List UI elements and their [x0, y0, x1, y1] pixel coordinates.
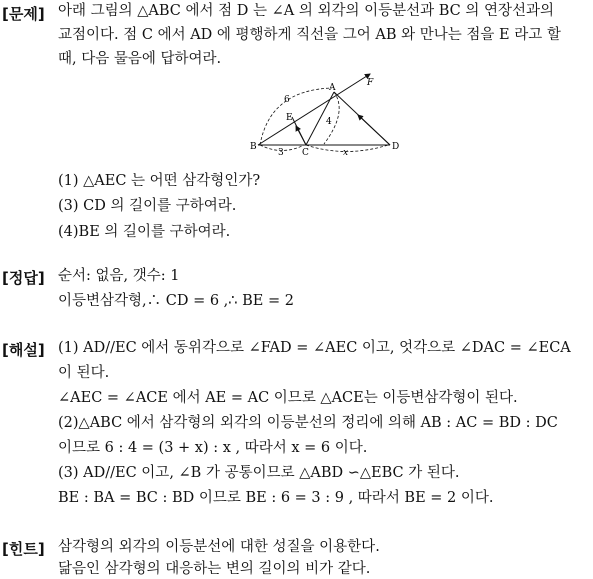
length-ab: 6: [284, 95, 290, 105]
label-b: B: [250, 142, 257, 152]
problem-line-1: 아래 그림의 △ABC 에서 점 D 는 ∠A 의 외각의 이등분선과 BC 의 연장선과의: [58, 3, 554, 19]
solution-line-2: 이 된다.: [58, 365, 110, 381]
length-ac: 4: [326, 117, 332, 127]
answer-line-2: 이등변삼각형,∴ CD = 6 ,∴ BE = 2: [58, 293, 294, 309]
label-d: D: [392, 142, 400, 152]
question-1: (1) △AEC 는 어떤 삼각형인가?: [58, 173, 261, 189]
question-3: (3) CD 의 길이를 구하여라.: [58, 198, 237, 214]
solution-line-5: 이므로 6 : 4 = (3 + x) : x , 따라서 x = 6 이다.: [58, 440, 368, 456]
answer-line-1: 순서: 없음, 갯수: 1: [58, 268, 180, 284]
hint-line-2: 닮음인 삼각형의 대응하는 변의 길이의 비가 같다.: [58, 561, 371, 577]
problem-section: [0, 0, 593, 245]
answer-section: [0, 266, 593, 316]
answer-tag: [정답]: [2, 269, 45, 287]
arrow-da: [358, 115, 390, 145]
arrow-ce: [296, 126, 306, 145]
problem-tag: [문제]: [2, 5, 45, 23]
solution-line-6: (3) AD//EC 이고, ∠B 가 공통이므로 △ABD ∽△EBC 가 된다.: [58, 465, 460, 481]
hint-section: [0, 537, 593, 579]
triangle-figure: [250, 72, 410, 162]
length-cd: x: [343, 148, 349, 158]
solution-tag: [해설]: [2, 341, 45, 359]
solution-line-7: BE : BA = BC : BD 이므로 BE : 6 = 3 : 9 , 따라서 BE = 2 이다.: [58, 490, 494, 506]
label-f: F: [367, 78, 374, 88]
question-4: (4)BE 의 길이를 구하여라.: [58, 224, 231, 240]
hint-tag: [힌트]: [2, 540, 45, 558]
label-c: C: [302, 148, 309, 158]
solution-line-3: ∠AEC = ∠ACE 에서 AE = AC 이므로 △ACE는 이등변삼각형이 된다.: [58, 390, 518, 406]
length-bc: 3: [278, 148, 284, 158]
hint-line-1: 삼각형의 외각의 이등분선에 대한 성질을 이용한다.: [58, 539, 380, 555]
solution-line-4: (2)△ABC 에서 삼각형의 외각의 이등분선의 정리에 의해 AB : AC = BD : DC: [58, 415, 558, 431]
problem-line-2: 교점이다. 점 C 에서 AD 에 평행하게 직선을 그어 AB 와 만나는 점을 E 라고 할: [58, 27, 561, 43]
label-e: E: [286, 113, 293, 123]
solution-section: [0, 338, 593, 518]
problem-line-3: 때, 다음 물음에 답하여라.: [58, 51, 222, 67]
label-a: A: [329, 83, 336, 93]
solution-line-1: (1) AD//EC 에서 동위각으로 ∠FAD = ∠AEC 이고, 엇각으로 ∠DAC = ∠ECA: [58, 340, 571, 356]
